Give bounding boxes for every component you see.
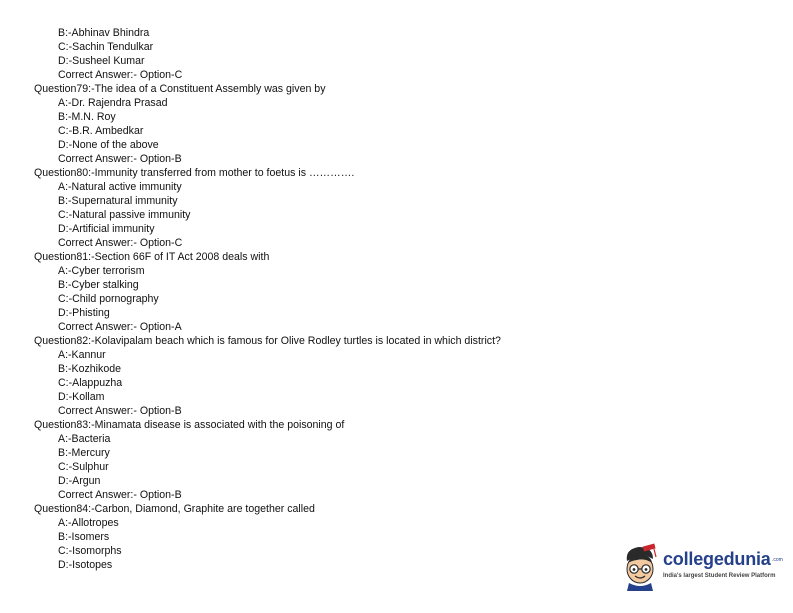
answer-option: D:-Artificial immunity [58, 223, 155, 235]
collegedunia-logo [619, 543, 787, 591]
answer-option: B:-Kozhikode [58, 363, 122, 375]
answer-option: A:-Dr. Rajendra Prasad [58, 97, 168, 109]
answer-option: D:-None of the above [58, 139, 159, 151]
logo-tagline: India's largest Student Review Platform [663, 573, 776, 579]
question-text: Question80:-Immunity transferred from mother to foetus is …………. [34, 167, 355, 179]
question-list [0, 26, 793, 572]
answer-option: C:-B.R. Ambedkar [58, 125, 144, 137]
logo-wordmark: collegedunia [663, 549, 771, 569]
logo-domain-suffix: .com [772, 557, 783, 563]
correct-answer: Correct Answer:- Option-B [58, 405, 182, 417]
answer-option: B:-M.N. Roy [58, 111, 116, 123]
student-mascot-icon [619, 543, 661, 591]
answer-option: D:-Isotopes [58, 559, 113, 571]
answer-option: B:-Mercury [58, 447, 110, 459]
answer-option: C:-Alappuzha [58, 377, 123, 389]
answer-option: A:-Allotropes [58, 517, 119, 529]
answer-option: B:-Supernatural immunity [58, 195, 178, 207]
answer-option: A:-Cyber terrorism [58, 265, 145, 277]
answer-option: C:-Sachin Tendulkar [58, 41, 154, 53]
correct-answer: Correct Answer:- Option-C [58, 69, 183, 81]
answer-option: C:-Natural passive immunity [58, 209, 191, 221]
answer-option: C:-Sulphur [58, 461, 109, 473]
correct-answer: Correct Answer:- Option-C [58, 237, 183, 249]
answer-option: D:-Susheel Kumar [58, 55, 145, 67]
answer-option: D:-Phisting [58, 307, 110, 319]
answer-option: D:-Kollam [58, 391, 105, 403]
question-text: Question81:-Section 66F of IT Act 2008 deals with [34, 251, 270, 263]
answer-option: D:-Argun [58, 475, 101, 487]
answer-option: B:-Isomers [58, 531, 110, 543]
answer-option: A:-Natural active immunity [58, 181, 182, 193]
correct-answer: Correct Answer:- Option-B [58, 489, 182, 501]
question-text: Question79:-The idea of a Constituent Assembly was given by [34, 83, 326, 95]
question-text: Question84:-Carbon, Diamond, Graphite are together called [34, 503, 315, 515]
question-text: Question83:-Minamata disease is associated with the poisoning of [34, 419, 345, 431]
answer-option: A:-Kannur [58, 349, 106, 361]
question-text: Question82:-Kolavipalam beach which is famous for Olive Rodley turtles is located in which district? [34, 335, 501, 347]
answer-option: C:-Child pornography [58, 293, 159, 305]
answer-option: C:-Isomorphs [58, 545, 122, 557]
correct-answer: Correct Answer:- Option-A [58, 321, 182, 333]
answer-option: A:-Bacteria [58, 433, 111, 445]
answer-option: B:-Cyber stalking [58, 279, 139, 291]
correct-answer: Correct Answer:- Option-B [58, 153, 182, 165]
answer-option: B:-Abhinav Bhindra [58, 27, 150, 39]
